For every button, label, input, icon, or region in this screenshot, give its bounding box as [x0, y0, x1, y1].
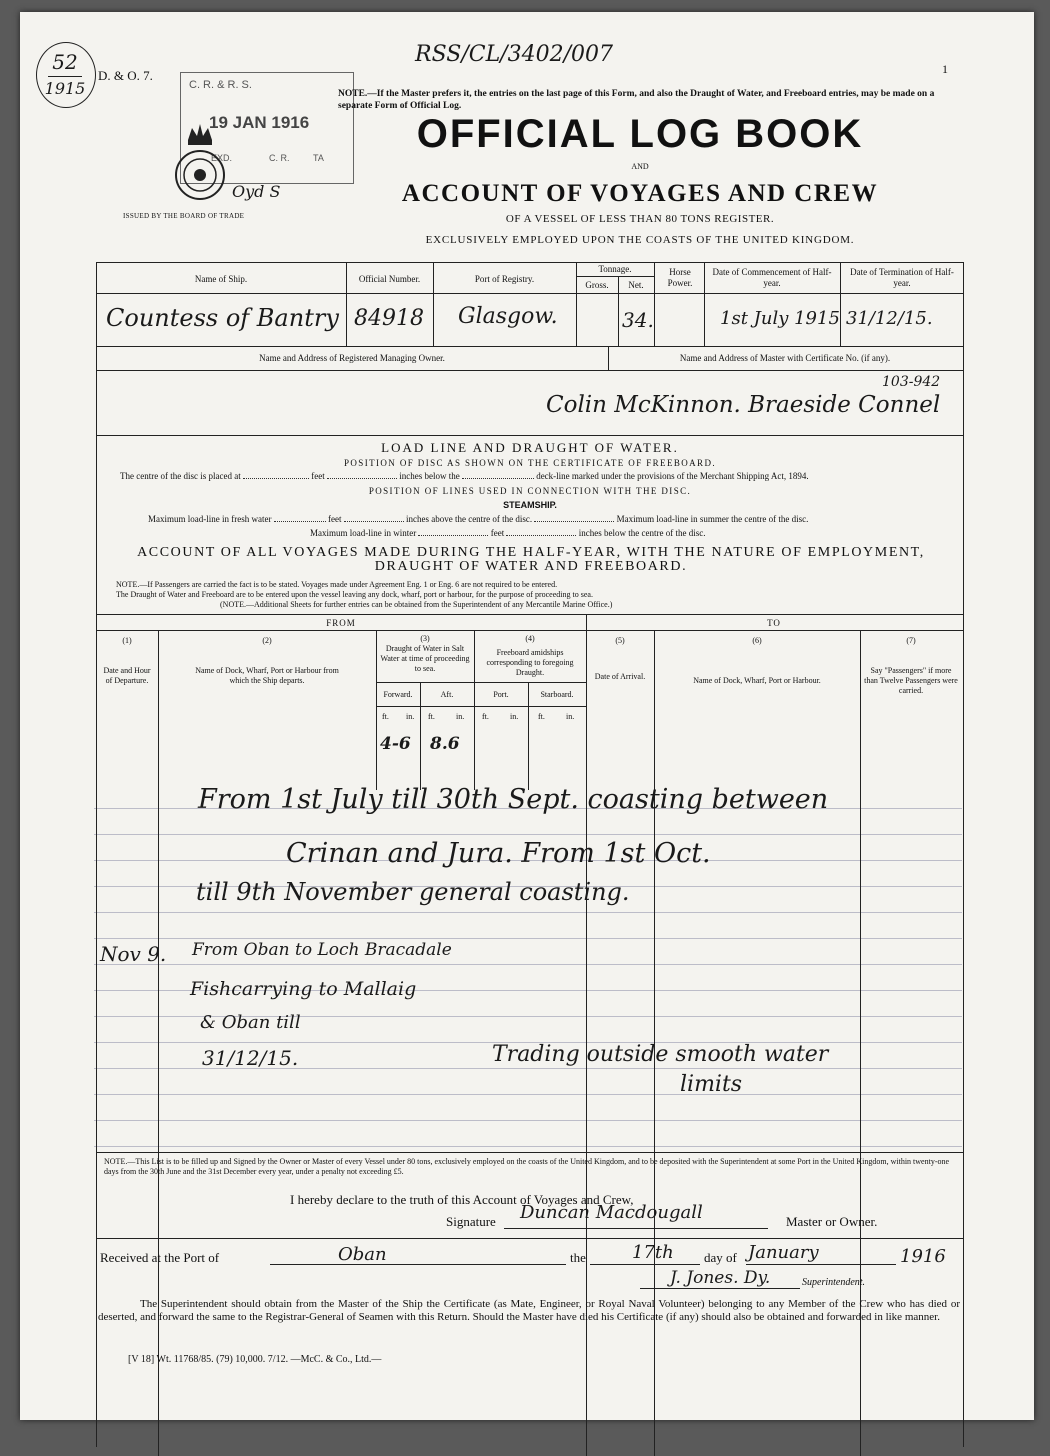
page-number: 1	[942, 62, 948, 76]
archive-reference: RSS/CL/3402/007	[415, 42, 613, 67]
summer-field	[534, 521, 614, 522]
row-rule	[96, 346, 964, 347]
owner-signature: Duncan Macdougall	[520, 1202, 703, 1223]
port-line	[270, 1264, 566, 1265]
disc-deck-field	[462, 478, 534, 479]
col-rule	[654, 262, 655, 346]
stamp-date: 19 JAN 1916	[209, 113, 310, 132]
entry-line-6: & Oban till	[200, 1012, 301, 1033]
entry-line-7: 31/12/15.	[202, 1046, 299, 1070]
form-code: D. & O. 7.	[98, 68, 153, 83]
fresh-inches-field	[344, 521, 404, 522]
title-sub: ACCOUNT OF VOYAGES AND CREW	[401, 180, 879, 207]
hdr-tonnage: Tonnage.	[598, 264, 632, 274]
fresh-feet-field	[274, 521, 326, 522]
in-label: in.	[406, 712, 415, 721]
account-note-3: (NOTE.—Additional Sheets for further entries can be obtained from the Superintendent of any Mercantile Marine Office.)	[220, 600, 613, 609]
account-note-1: NOTE.—If Passengers are carried the fact is to be stated. Voyages made under Agreement Eng. 1 or Eng. 6 are not required to be entered.	[116, 580, 558, 589]
official-number: 84918	[354, 306, 424, 331]
position-of-lines: POSITION OF LINES USED IN CONNECTION WITH THE DISC.	[368, 486, 692, 496]
corner-divider	[48, 76, 82, 77]
owner-rule	[96, 370, 964, 371]
entry-line-9: limits	[680, 1072, 743, 1097]
col7-label: Say "Passengers" if more than Twelve Passengers were carried.	[864, 666, 958, 695]
col3-label: Draught of Water in Salt Water at time of proceeding to sea.	[380, 644, 470, 673]
ft-label: ft.	[538, 712, 545, 721]
superintendent-label: Superintendent.	[802, 1277, 866, 1288]
summer-text: Maximum load-line in summer the centre of the disc.	[616, 514, 809, 524]
supt-line	[640, 1288, 800, 1289]
day-of-label: day of	[704, 1250, 737, 1265]
sub-port: Port.	[493, 690, 509, 699]
col-rule	[158, 630, 159, 1456]
tonnage-rule	[576, 276, 654, 277]
ft-label: ft.	[382, 712, 389, 721]
from-to-divider	[586, 614, 587, 1456]
col4-label: Freeboard amidships corresponding to foregoing Draught.	[486, 648, 574, 677]
entry-line-3: till 9th November general coasting.	[196, 878, 630, 906]
col2-label: Name of Dock, Wharf, Port or Harbour from which the Ship departs.	[195, 666, 339, 685]
certificate-number: 103-942	[882, 374, 941, 390]
draught-forward: 4-6	[380, 734, 411, 754]
net-tonnage: 34.	[622, 308, 654, 332]
load-line-heading: LOAD LINE AND DRAUGHT OF WATER.	[381, 440, 679, 455]
stamp-bottom-right: TA	[313, 153, 324, 163]
sub-rule	[376, 706, 586, 707]
corner-number-top: 52	[52, 50, 78, 74]
day-line	[590, 1264, 700, 1265]
col5-label: Date of Arrival.	[594, 672, 646, 681]
entry-line-2: Crinan and Jura. From 1st Oct.	[286, 838, 711, 869]
commencement-date: 1st July 1915	[720, 308, 840, 329]
royal-crest-icon	[170, 120, 233, 210]
col-rule	[840, 262, 841, 346]
title-line2: EXCLUSIVELY EMPLOYED UPON THE COASTS OF THE UNITED KINGDOM.	[425, 234, 855, 246]
hdr-commencement: Date of Commencement of Half-year.	[712, 267, 832, 288]
received-year: 1916	[900, 1246, 946, 1267]
hdr-name-of-ship: Name of Ship.	[194, 274, 248, 284]
title-line1: OF A VESSEL OF LESS THAN 80 TONS REGISTER.	[505, 213, 775, 225]
master-name-address: Colin McKinnon. Braeside Connel	[546, 392, 941, 418]
disc-feet-field	[243, 478, 309, 479]
disc-position-line	[120, 471, 960, 481]
position-of-disc: POSITION OF DISC AS SHOWN ON THE CERTIFICATE OF FREEBOARD.	[343, 458, 717, 468]
disc-text-a: The centre of the disc is placed at	[120, 471, 241, 481]
initials: Oyd S	[232, 182, 281, 201]
col-rule	[704, 262, 705, 346]
in-label: in.	[456, 712, 465, 721]
entry-date: Nov 9.	[100, 942, 167, 966]
issued-by: ISSUED BY THE BOARD OF TRADE	[123, 212, 245, 220]
sub-rule	[376, 682, 586, 683]
winter-text-b: feet	[490, 528, 505, 538]
account-heading: ACCOUNT OF ALL VOYAGES MADE DURING THE HALF-YEAR, WITH THE NATURE OF EMPLOYMENT, DRAUGHT OF WATER AND FREEBOARD.	[137, 545, 925, 574]
hdr-port-of-registry: Port of Registry.	[474, 274, 535, 284]
disc-text-c: inches below the	[399, 471, 460, 481]
title-main: OFFICIAL LOG BOOK	[416, 112, 864, 156]
printer-line: [V 18] Wt. 11768/85. (79) 10,000. 7/12. —McC. & Co., Ltd.—	[128, 1354, 382, 1365]
sub-starboard: Starboard.	[540, 690, 574, 699]
col-rule	[474, 630, 475, 790]
col5-num: (5)	[615, 636, 625, 645]
in-label: in.	[566, 712, 575, 721]
stamp-bottom-left: EXD.	[211, 153, 233, 163]
col-rule	[376, 630, 377, 790]
draught-aft: 8.6	[430, 734, 460, 754]
hdr-net: Net.	[628, 280, 644, 290]
entry-line-8: Trading outside smooth water	[492, 1042, 829, 1067]
received-label: Received at the Port of	[100, 1250, 220, 1265]
superintendent-signature: J. Jones. Dy.	[670, 1268, 771, 1288]
ft-label: ft.	[482, 712, 489, 721]
fresh-text-c: inches above the centre of the disc.	[405, 514, 533, 524]
received-port: Oban	[338, 1244, 387, 1265]
winter-text-c: inches below the centre of the disc.	[578, 528, 706, 538]
in-label: in.	[510, 712, 519, 721]
title-and: AND	[631, 162, 649, 171]
log-book-page	[20, 12, 1034, 1420]
fresh-text-a: Maximum load-line in fresh water	[148, 514, 272, 524]
col6-label: Name of Dock, Wharf, Port or Harbour.	[693, 676, 821, 685]
month-line	[746, 1264, 896, 1265]
steamship-label: STEAMSHIP.	[503, 500, 557, 510]
top-note: NOTE.—If the Master prefers it, the entries on the last page of this Form, and also the Draught of Water, and Freeboard entries, may be made on a separate Form of Official Log.	[338, 89, 935, 111]
entry-line-1: From 1st July till 30th Sept. coasting between	[198, 784, 829, 815]
stamp-line1: C. R. & R. S.	[189, 79, 252, 91]
hdr-official-number: Official Number.	[358, 274, 421, 284]
disc-inches-field	[327, 478, 397, 479]
col1-num: (1)	[122, 636, 132, 645]
hdr-rule	[96, 293, 964, 294]
winter-text-a: Maximum load-line in winter	[310, 528, 417, 538]
declaration: I hereby declare to the truth of this Account of Voyages and Crew,	[290, 1192, 634, 1207]
entry-line-4: From Oban to Loch Bracadale	[192, 940, 452, 960]
disc-text-b: feet	[311, 471, 325, 481]
hdr-horse-power: Horse Power.	[667, 267, 693, 288]
owner-label: Name and Address of Registered Managing Owner.	[259, 353, 445, 363]
sub-aft: Aft.	[440, 690, 454, 699]
from-label: FROM	[326, 618, 356, 628]
col6-num: (6)	[752, 636, 762, 645]
col2-num: (2)	[262, 636, 272, 645]
signature-line	[504, 1228, 768, 1229]
winter-inches-field	[506, 535, 576, 536]
instructions: The Superintendent should obtain from the Master of the Ship the Certificate (as Mate, Engineer, or Royal Naval Volunteer) belonging to any Member of the Crew who has died or deserted, and forward the same to the Registrar-General of Seamen with this Return. Should the Master have died his Certificate (if any) should also be obtained and forwarded in like manner.	[98, 1298, 960, 1323]
corner-number-bottom: 1915	[44, 79, 86, 98]
port-of-registry: Glasgow.	[458, 304, 558, 329]
col-rule	[860, 630, 861, 1456]
footer-note: NOTE.—This List is to be filled up and Signed by the Owner or Master of every Vessel under 80 tons, exclusively employed on the coasts of the United Kingdom, and to be deposited with the Superintendent at some Port in the United Kingdom, within twenty-one days from the 30th June and the 31st December every year, under a penalty not exceeding £5.	[104, 1157, 950, 1176]
hdr-termination: Date of Termination of Half-year.	[850, 267, 954, 288]
entry-line-5: Fishcarrying to Mallaig	[190, 978, 417, 1000]
signature-label: Signature	[446, 1214, 496, 1229]
fresh-text-b: feet	[327, 514, 342, 524]
ship-name: Countess of Bantry	[106, 304, 339, 332]
termination-date: 31/12/15.	[846, 308, 933, 329]
hdr-gross: Gross.	[585, 280, 609, 290]
col-rule	[576, 262, 577, 346]
winter-line	[310, 528, 950, 538]
sub-forward: Forward.	[383, 690, 413, 699]
received-month: January	[748, 1242, 819, 1263]
ft-label: ft.	[428, 712, 435, 721]
master-or-owner: Master or Owner.	[786, 1214, 878, 1229]
col4-num: (4)	[525, 634, 535, 643]
col3-num: (3)	[420, 634, 430, 643]
to-label: TO	[767, 618, 781, 628]
from-to-rule	[96, 630, 964, 631]
master-label: Name and Address of Master with Certificate No. (if any).	[679, 353, 891, 363]
fresh-water-line	[148, 514, 948, 524]
stamp-bottom-mid: C. R.	[269, 153, 290, 163]
received-day: 17th	[632, 1242, 674, 1263]
col1-label: Date and Hour of Departure.	[103, 666, 151, 685]
account-note-2: The Draught of Water and Freeboard are to be entered upon the vessel leaving any dock, wharf, port or harbour, for the purpose of proceeding to sea.	[116, 590, 593, 599]
the-label: the	[570, 1250, 586, 1265]
col7-num: (7)	[906, 636, 916, 645]
winter-feet-field	[418, 535, 488, 536]
disc-text-d: deck-line marked under the provisions of the Merchant Shipping Act, 1894.	[536, 471, 809, 481]
